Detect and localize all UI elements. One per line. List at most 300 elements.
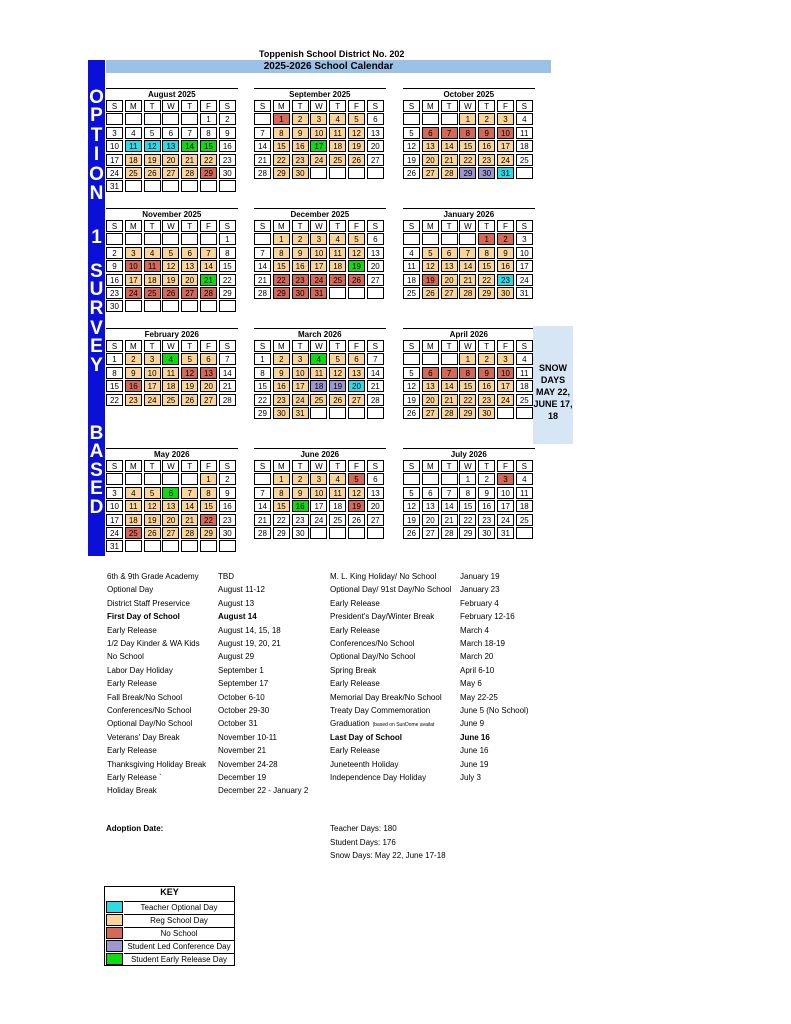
day-header: T (292, 460, 309, 472)
empty-cell (200, 300, 217, 312)
empty-cell (162, 473, 179, 485)
month-name: June 2026 (254, 448, 386, 460)
day-cell: 10 (310, 127, 327, 139)
day-cell: 2 (478, 353, 495, 365)
day-header: S (516, 220, 533, 232)
day-header: T (329, 340, 346, 352)
day-cell: 10 (310, 247, 327, 259)
event-label: President's Day/Winter Break (330, 612, 435, 622)
empty-cell (403, 113, 420, 125)
day-cell: 30 (497, 287, 514, 299)
day-cell: 30 (292, 527, 309, 539)
event-date: June 16 (460, 746, 489, 756)
day-cell: 24 (310, 154, 327, 166)
day-header: F (497, 220, 514, 232)
day-cell: 22 (254, 394, 271, 406)
month-name: October 2025 (403, 88, 535, 100)
side-letter: A (89, 441, 104, 462)
event-date: TBD (218, 572, 234, 581)
day-cell: 24 (292, 394, 309, 406)
day-header: M (273, 220, 290, 232)
day-header: S (403, 100, 420, 112)
day-cell: 22 (106, 394, 123, 406)
day-cell: 1 (478, 233, 495, 245)
empty-cell (162, 180, 179, 192)
empty-cell (125, 180, 142, 192)
day-cell: 1 (459, 113, 476, 125)
adoption-date-label: Adoption Date: (106, 824, 164, 833)
day-cell: 6 (422, 487, 439, 499)
day-cell: 21 (200, 274, 217, 286)
day-header: S (106, 460, 123, 472)
day-cell: 27 (422, 167, 439, 179)
side-letter: R (89, 298, 104, 319)
day-cell: 11 (516, 127, 533, 139)
day-header: T (478, 220, 495, 232)
empty-cell (254, 113, 271, 125)
day-cell: 16 (219, 140, 236, 152)
day-cell: 7 (219, 353, 236, 365)
month-name: May 2026 (106, 448, 238, 460)
day-cell: 23 (219, 514, 236, 526)
day-header: W (310, 460, 327, 472)
day-header: S (516, 100, 533, 112)
day-cell: 27 (162, 167, 179, 179)
event-date: August 19, 20, 21 (218, 639, 281, 648)
day-cell: 20 (162, 514, 179, 526)
key-item (106, 927, 233, 939)
day-cell: 26 (403, 407, 420, 419)
day-cell: 17 (125, 274, 142, 286)
day-cell: 23 (478, 514, 495, 526)
day-cell: 24 (125, 287, 142, 299)
day-cell: 10 (497, 367, 514, 379)
day-cell: 13 (367, 127, 384, 139)
day-cell: 30 (478, 527, 495, 539)
empty-cell (348, 167, 365, 179)
day-cell: 23 (478, 154, 495, 166)
event-date: August 14, 15, 18 (218, 625, 281, 635)
event-label: Spring Break (330, 665, 377, 675)
empty-cell (310, 527, 327, 539)
day-cell: 9 (273, 367, 290, 379)
day-header: T (441, 340, 458, 352)
day-cell: 10 (125, 260, 142, 272)
event-label: Veterans' Day Break (107, 732, 180, 742)
day-cell: 22 (200, 154, 217, 166)
day-header: F (200, 220, 217, 232)
empty-cell (181, 113, 198, 125)
side-letter: P (90, 105, 103, 126)
day-cell: 10 (310, 487, 327, 499)
empty-cell (106, 113, 123, 125)
day-header: S (516, 460, 533, 472)
day-cell: 27 (367, 154, 384, 166)
event-label: No School (107, 652, 144, 662)
day-cell: 1 (200, 113, 217, 125)
day-cell: 26 (422, 287, 439, 299)
day-cell: 18 (125, 154, 142, 166)
day-cell: 30 (292, 287, 309, 299)
day-cell: 20 (441, 274, 458, 286)
day-cell: 17 (292, 380, 309, 392)
day-header: S (219, 220, 236, 232)
day-cell: 22 (459, 394, 476, 406)
day-cell: 9 (292, 127, 309, 139)
day-header: S (367, 220, 384, 232)
day-cell: 14 (219, 367, 236, 379)
event-date: June 5 (No School) (460, 706, 529, 715)
day-cell: 31 (516, 287, 533, 299)
day-cell: 29 (478, 287, 495, 299)
day-cell: 10 (106, 140, 123, 152)
day-cell: 1 (273, 233, 290, 245)
day-cell: 15 (273, 140, 290, 152)
month-name: February 2026 (106, 328, 238, 340)
key-swatch (106, 901, 123, 913)
day-cell: 23 (273, 394, 290, 406)
event-date: September 1 (218, 665, 264, 675)
empty-cell (329, 167, 346, 179)
day-cell: 17 (106, 514, 123, 526)
event-date: December 19 (218, 773, 267, 782)
day-cell: 27 (200, 394, 217, 406)
snow-days-total: Snow Days: May 22, June 17-18 (330, 851, 446, 860)
day-cell: 18 (162, 380, 179, 392)
month-name: March 2026 (254, 328, 386, 340)
day-cell: 7 (254, 487, 271, 499)
day-header: T (144, 100, 161, 112)
day-cell: 6 (162, 127, 179, 139)
day-cell: 14 (441, 140, 458, 152)
teacher-days: Teacher Days: 180 (330, 824, 397, 833)
event-label: Optional Day/No School (330, 652, 416, 662)
key-label: No School (124, 927, 234, 940)
day-cell: 22 (273, 514, 290, 526)
event-date: September 17 (218, 679, 269, 689)
day-cell: 19 (348, 500, 365, 512)
day-cell: 28 (181, 527, 198, 539)
day-header: M (422, 460, 439, 472)
day-cell: 11 (329, 127, 346, 139)
day-cell: 28 (254, 287, 271, 299)
day-header: W (162, 220, 179, 232)
day-cell: 8 (200, 487, 217, 499)
day-cell: 15 (478, 260, 495, 272)
key-swatch (106, 940, 123, 952)
day-cell: 27 (181, 287, 198, 299)
day-header: W (162, 340, 179, 352)
day-cell: 2 (497, 233, 514, 245)
day-cell: 12 (422, 260, 439, 272)
student-days: Student Days: 176 (330, 838, 396, 847)
day-cell: 22 (459, 154, 476, 166)
event-label: Early Release (330, 598, 380, 608)
day-header: T (478, 340, 495, 352)
empty-cell (348, 407, 365, 419)
day-cell: 5 (422, 247, 439, 259)
day-cell: 24 (310, 274, 327, 286)
day-cell: 14 (181, 140, 198, 152)
day-cell: 12 (329, 367, 346, 379)
day-cell: 17 (144, 380, 161, 392)
day-cell: 28 (181, 167, 198, 179)
day-header: W (310, 220, 327, 232)
day-cell: 3 (144, 353, 161, 365)
empty-cell (162, 233, 179, 245)
day-cell: 18 (329, 140, 346, 152)
day-cell: 4 (144, 247, 161, 259)
empty-cell (403, 233, 420, 245)
day-cell: 27 (348, 394, 365, 406)
day-cell: 1 (273, 113, 290, 125)
key-title: KEY (160, 887, 179, 897)
empty-cell (367, 407, 384, 419)
day-cell: 19 (403, 514, 420, 526)
day-cell: 21 (441, 154, 458, 166)
day-cell: 18 (125, 514, 142, 526)
day-cell: 17 (516, 260, 533, 272)
day-cell: 29 (273, 527, 290, 539)
day-cell: 22 (273, 154, 290, 166)
event-date: October 6-10 (218, 692, 265, 702)
day-header: S (219, 460, 236, 472)
key-label: Reg School Day (124, 914, 234, 927)
day-cell: 16 (478, 140, 495, 152)
day-cell: 26 (329, 394, 346, 406)
empty-cell (181, 233, 198, 245)
day-cell: 15 (200, 500, 217, 512)
day-cell: 19 (144, 154, 161, 166)
event-label: First Day of School (107, 612, 180, 622)
day-cell: 3 (310, 113, 327, 125)
day-cell: 20 (200, 380, 217, 392)
day-cell: 11 (516, 367, 533, 379)
empty-cell (516, 527, 533, 539)
day-cell: 25 (516, 514, 533, 526)
empty-cell (310, 407, 327, 419)
day-cell: 5 (348, 113, 365, 125)
day-cell: 30 (292, 167, 309, 179)
day-cell: 6 (441, 247, 458, 259)
day-cell: 9 (219, 487, 236, 499)
event-label: 1/2 Day Kinder & WA Kids (107, 639, 200, 648)
day-cell: 10 (144, 367, 161, 379)
empty-cell (125, 540, 142, 552)
day-header: F (200, 460, 217, 472)
day-cell: 8 (106, 367, 123, 379)
month-name: November 2025 (106, 208, 238, 220)
empty-cell (144, 473, 161, 485)
day-cell: 27 (162, 527, 179, 539)
day-cell: 7 (459, 247, 476, 259)
day-cell: 30 (273, 407, 290, 419)
empty-cell (200, 233, 217, 245)
day-cell: 5 (403, 127, 420, 139)
day-cell: 6 (181, 247, 198, 259)
day-cell: 20 (422, 394, 439, 406)
day-cell: 3 (516, 233, 533, 245)
empty-cell (422, 113, 439, 125)
day-cell: 9 (106, 260, 123, 272)
empty-cell (144, 540, 161, 552)
day-cell: 6 (367, 233, 384, 245)
empty-cell (162, 113, 179, 125)
day-cell: 8 (478, 247, 495, 259)
day-cell: 24 (144, 394, 161, 406)
day-cell: 30 (478, 407, 495, 419)
day-header: T (292, 220, 309, 232)
day-cell: 15 (273, 260, 290, 272)
day-cell: 5 (403, 487, 420, 499)
day-cell: 18 (329, 260, 346, 272)
side-letter: N (89, 183, 104, 204)
day-cell: 25 (403, 287, 420, 299)
day-cell: 21 (219, 380, 236, 392)
day-cell: 27 (422, 527, 439, 539)
day-header: S (219, 100, 236, 112)
day-header: S (403, 340, 420, 352)
empty-cell (348, 287, 365, 299)
event-date: November 24-28 (218, 759, 278, 769)
day-cell: 16 (125, 380, 142, 392)
day-header: T (441, 220, 458, 232)
day-cell: 2 (478, 473, 495, 485)
day-cell: 18 (329, 500, 346, 512)
day-cell: 30 (478, 167, 495, 179)
day-cell: 4 (125, 127, 142, 139)
day-cell: 29 (273, 167, 290, 179)
day-header: T (478, 460, 495, 472)
day-cell: 20 (348, 380, 365, 392)
snow-days-note: SNOW DAYS MAY 22, JUNE 17, 18 (533, 363, 573, 421)
day-header: M (273, 460, 290, 472)
day-cell: 28 (254, 167, 271, 179)
day-header: M (125, 340, 142, 352)
day-cell: 23 (292, 274, 309, 286)
day-cell: 8 (459, 487, 476, 499)
day-cell: 3 (106, 127, 123, 139)
event-date: November 21 (218, 746, 267, 756)
event-date: May 22-25 (460, 692, 498, 702)
month-name: December 2025 (254, 208, 386, 220)
month-name: September 2025 (254, 88, 386, 100)
day-cell: 18 (144, 274, 161, 286)
day-header: F (497, 340, 514, 352)
day-cell: 19 (181, 380, 198, 392)
day-cell: 9 (292, 247, 309, 259)
day-cell: 14 (367, 367, 384, 379)
day-header: T (181, 220, 198, 232)
empty-cell (144, 113, 161, 125)
day-cell: 26 (348, 154, 365, 166)
day-cell: 26 (162, 287, 179, 299)
empty-cell (516, 407, 533, 419)
day-header: S (367, 340, 384, 352)
event-date: August 14 (218, 612, 257, 622)
event-date: January 19 (460, 572, 500, 581)
empty-cell (403, 473, 420, 485)
empty-cell (441, 473, 458, 485)
day-cell: 16 (292, 260, 309, 272)
day-cell: 21 (254, 154, 271, 166)
day-cell: 4 (329, 113, 346, 125)
day-cell: 11 (125, 500, 142, 512)
key-swatch (106, 914, 123, 926)
day-cell: 17 (106, 154, 123, 166)
day-cell: 2 (219, 473, 236, 485)
event-date: February 4 (460, 598, 499, 608)
day-cell: 24 (497, 514, 514, 526)
day-cell: 24 (106, 527, 123, 539)
day-cell: 20 (367, 500, 384, 512)
day-header: T (329, 220, 346, 232)
day-cell: 7 (441, 487, 458, 499)
day-cell: 3 (497, 113, 514, 125)
day-cell: 4 (162, 353, 179, 365)
day-cell: 28 (200, 287, 217, 299)
day-cell: 21 (441, 394, 458, 406)
empty-cell (219, 300, 236, 312)
day-cell: 19 (348, 260, 365, 272)
day-cell: 6 (367, 113, 384, 125)
day-cell: 13 (348, 367, 365, 379)
day-header: S (254, 220, 271, 232)
day-cell: 17 (497, 380, 514, 392)
day-cell: 31 (310, 287, 327, 299)
day-header: F (348, 100, 365, 112)
district-name: Toppenish School District No. 202 (259, 49, 405, 59)
day-cell: 7 (441, 367, 458, 379)
day-cell: 29 (254, 407, 271, 419)
day-cell: 13 (162, 500, 179, 512)
day-header: T (144, 460, 161, 472)
event-label: Early Release (330, 746, 380, 756)
day-cell: 7 (254, 247, 271, 259)
day-cell: 25 (125, 167, 142, 179)
day-cell: 13 (200, 367, 217, 379)
empty-cell (367, 287, 384, 299)
event-date: February 12-16 (460, 612, 515, 622)
day-header: F (348, 460, 365, 472)
empty-cell (329, 527, 346, 539)
side-letter: Y (90, 355, 103, 376)
day-cell: 4 (329, 233, 346, 245)
day-cell: 8 (459, 367, 476, 379)
event-label: Memorial Day Break/No School (330, 692, 442, 702)
day-cell: 29 (459, 167, 476, 179)
day-cell: 24 (106, 167, 123, 179)
day-cell: 18 (403, 274, 420, 286)
day-cell: 15 (459, 380, 476, 392)
day-cell: 31 (292, 407, 309, 419)
day-cell: 30 (106, 300, 123, 312)
empty-cell (441, 233, 458, 245)
day-cell: 15 (459, 500, 476, 512)
day-cell: 18 (516, 140, 533, 152)
empty-cell (181, 473, 198, 485)
day-header: M (125, 460, 142, 472)
day-cell: 9 (478, 367, 495, 379)
day-cell: 19 (162, 274, 179, 286)
day-cell: 3 (310, 473, 327, 485)
day-cell: 25 (125, 527, 142, 539)
empty-cell (329, 407, 346, 419)
day-header: T (181, 340, 198, 352)
day-cell: 2 (292, 473, 309, 485)
day-cell: 2 (273, 353, 290, 365)
day-cell: 14 (200, 260, 217, 272)
